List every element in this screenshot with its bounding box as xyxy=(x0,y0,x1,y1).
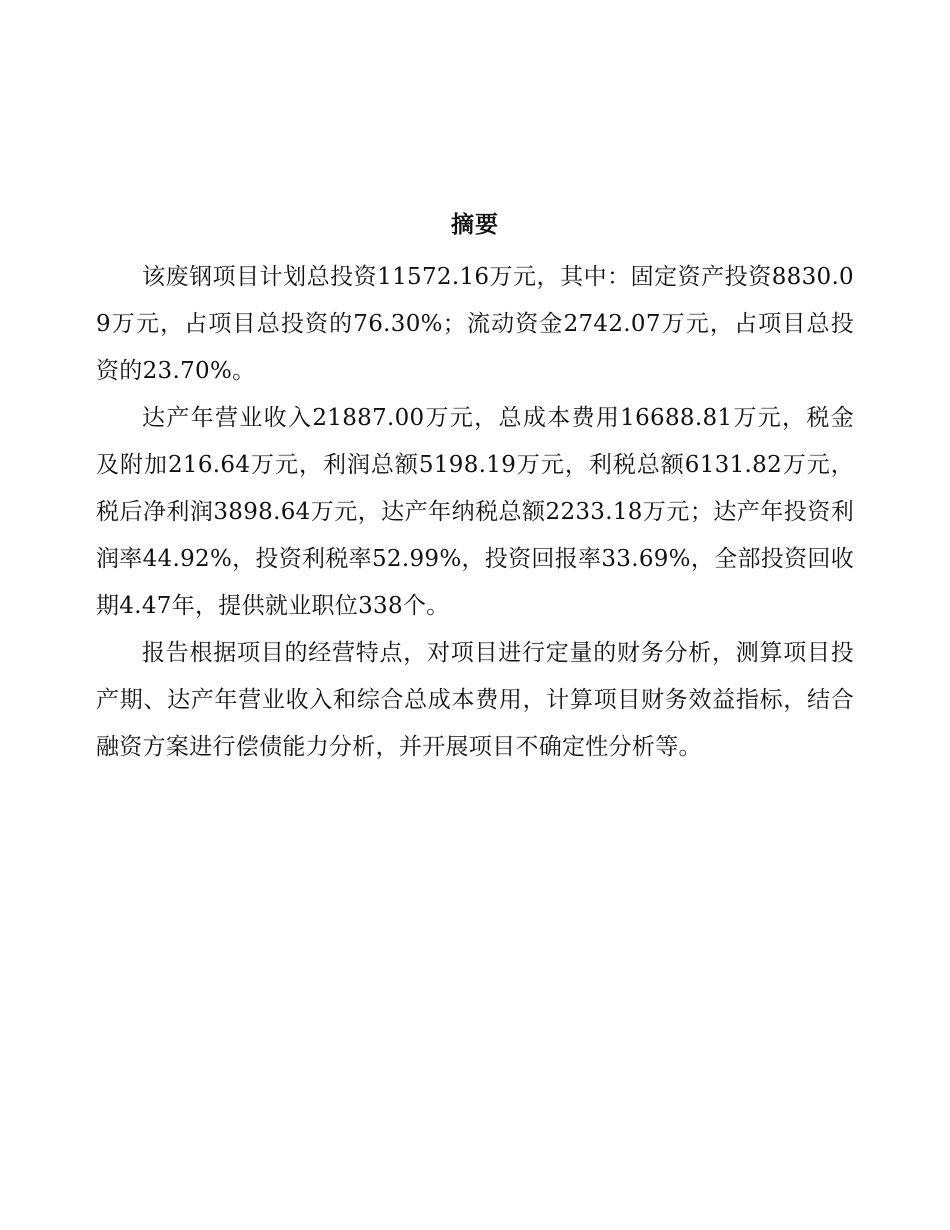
page-title: 摘要 xyxy=(451,212,499,238)
paragraph-report-scope: 报告根据项目的经营特点，对项目进行定量的财务分析，测算项目投产期、达产年营业收入和综合总成本费用，计算项目财务效益指标，结合融资方案进行偿债能力分析，并开展项目不确定性分析等。 xyxy=(96,640,854,760)
abstract-body xyxy=(96,254,854,771)
paragraph-investment: 该废钢项目计划总投资11572.16万元，其中：固定资产投资8830.09万元，占项目总投资的76.30%；流动资金2742.07万元，占项目总投资的23.70%。 xyxy=(96,264,854,384)
paragraph-financials: 达产年营业收入21887.00万元，总成本费用16688.81万元，税金及附加216.64万元，利润总额5198.19万元，利税总额6131.82万元，税后净利润3898.64万元，达产年纳税总额2233.18万元；达产年投资利润率44.92%，投资利税率52.99%，投资回报率33.69%，全部投资回收期4.47年，提供就业职位338个。 xyxy=(96,405,854,619)
